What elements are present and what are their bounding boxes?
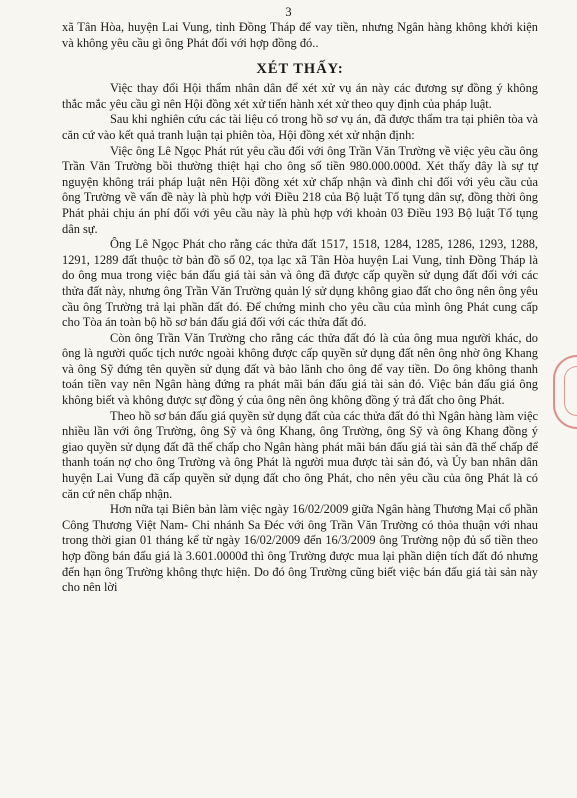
paragraph: Hơn nữa tại Biên bản làm việc ngày 16/02/2009 giữa Ngân hàng Thương Mại cổ phần Công Thương Việt Nam- Chi nhánh Sa Đéc với ông Trần Văn Trường có thỏa thuận với nhau trong thời gian 01 tháng kể từ ngày 16/02/2009 đến 16/3/2009 ông Trường nộp đủ số tiền theo hợp đồng bán đấu giá là 3.601.0000đ thì ông Trường được mua lại phần diện tích đất đó nhưng đến hạn ông Trường không thực hiện. Do đó ông Trường cũng biết việc bán đấu giá tài sản này cho nên lời bbox=[62, 502, 538, 595]
red-seal-stamp-inner-ring bbox=[564, 366, 577, 416]
paragraph: Sau khi nghiên cứu các tài liệu có trong hồ sơ vụ án, đã được thẩm tra tại phiên tòa và căn cứ vào kết quả tranh luận tại phiên tòa, Hội đồng xét xử nhận định: bbox=[62, 112, 538, 142]
paragraph: Theo hồ sơ bán đấu giá quyền sử dụng đất của các thửa đất đó thì Ngân hàng làm việc nhiều lần với ông Trường, ông Sỹ và ông Khang, ông Trường, ông Sỹ và ông Khang đồng ý giao quyền sử dụng đất đã thế chấp cho Ngân hàng phát mãi bán đấu giá tài sản đã thế chấp để thanh toán nợ cho ông Trường và ông Phát là người mua được tài sản đó, và Ủy ban nhân dân huyện Lai Vung đã cấp quyền sử dụng đất cho ông Phát, cho nên yêu cầu của ông Phát là có căn cứ nên chấp nhận. bbox=[62, 408, 538, 501]
paragraph-continued: xã Tân Hòa, huyện Lai Vung, tỉnh Đồng Tháp để vay tiền, nhưng Ngân hàng không khởi kiện và không yêu cầu gì ông Phát đối với hợp đồng đó.. bbox=[62, 20, 538, 50]
page-number: 3 bbox=[285, 5, 292, 19]
section-heading: XÉT THẤY: bbox=[256, 61, 344, 78]
paragraph: Việc ông Lê Ngọc Phát rút yêu cầu đối với ông Trần Văn Trường về việc yêu cầu ông Trần Văn Trường bồi thường thiệt hại cho ông số tiền 980.000.000đ. Xét thấy đây là sự tự nguyện không trái pháp luật nên Hội đồng xét xử chấp nhận và đình chỉ đối với yêu cầu của ông Trường về vấn đề này là phù hợp với Điều 218 của Bộ luật Tố tụng dân sự, đồng thời ông Phát phải chịu án phí đối với yêu cầu này là phù hợp với khoản 03 Điều 193 Bộ luật Tố tụng dân sự. bbox=[62, 143, 538, 236]
paragraph: Còn ông Trần Văn Trường cho rằng các thửa đất đó là của ông mua người khác, do ông là người quốc tịch nước ngoài không được cấp quyền sử dụng đất nên ông nhờ ông Khang và ông Sỹ đứng tên quyền sử dụng đất và bảo lãnh cho ông để vay tiền. Do ông không thanh toán tiền vay nên Ngân hàng đứng ra phát mãi bán đấu giá tài sản đó. Việc bán đấu giá ông không biết và không được sự đồng ý của ông nên ông không đồng ý trả đất cho ông Phát. bbox=[62, 330, 538, 408]
paragraph: Ông Lê Ngọc Phát cho rằng các thửa đất 1517, 1518, 1284, 1285, 1286, 1293, 1288, 1291, 1289 đất thuộc tờ bản đồ số 02, tọa lạc xã Tân Hòa huyện Lai Vung, tỉnh Đồng Tháp là do ông mua trong việc bán đấu giá tài sản và ông đã được cấp quyền sử dụng đất đối với các thửa đất này, nhưng ông Trần Văn Trường quản lý sử dụng không giao đất cho ông nên ông yêu cầu ông Trường trả lại phần đất đó. Để chứng minh cho yêu cầu của mình ông Phát cung cấp cho Tòa án toàn bộ hồ sơ bán đấu giá đối với các thửa đất đó. bbox=[62, 237, 538, 330]
paragraph: Việc thay đổi Hội thẩm nhân dân để xét xử vụ án này các đương sự đồng ý không thắc mắc yêu cầu gì nên Hội đồng xét xử tiến hành xét xử theo quy định của pháp luật. bbox=[62, 81, 538, 111]
document-body bbox=[62, 20, 538, 596]
